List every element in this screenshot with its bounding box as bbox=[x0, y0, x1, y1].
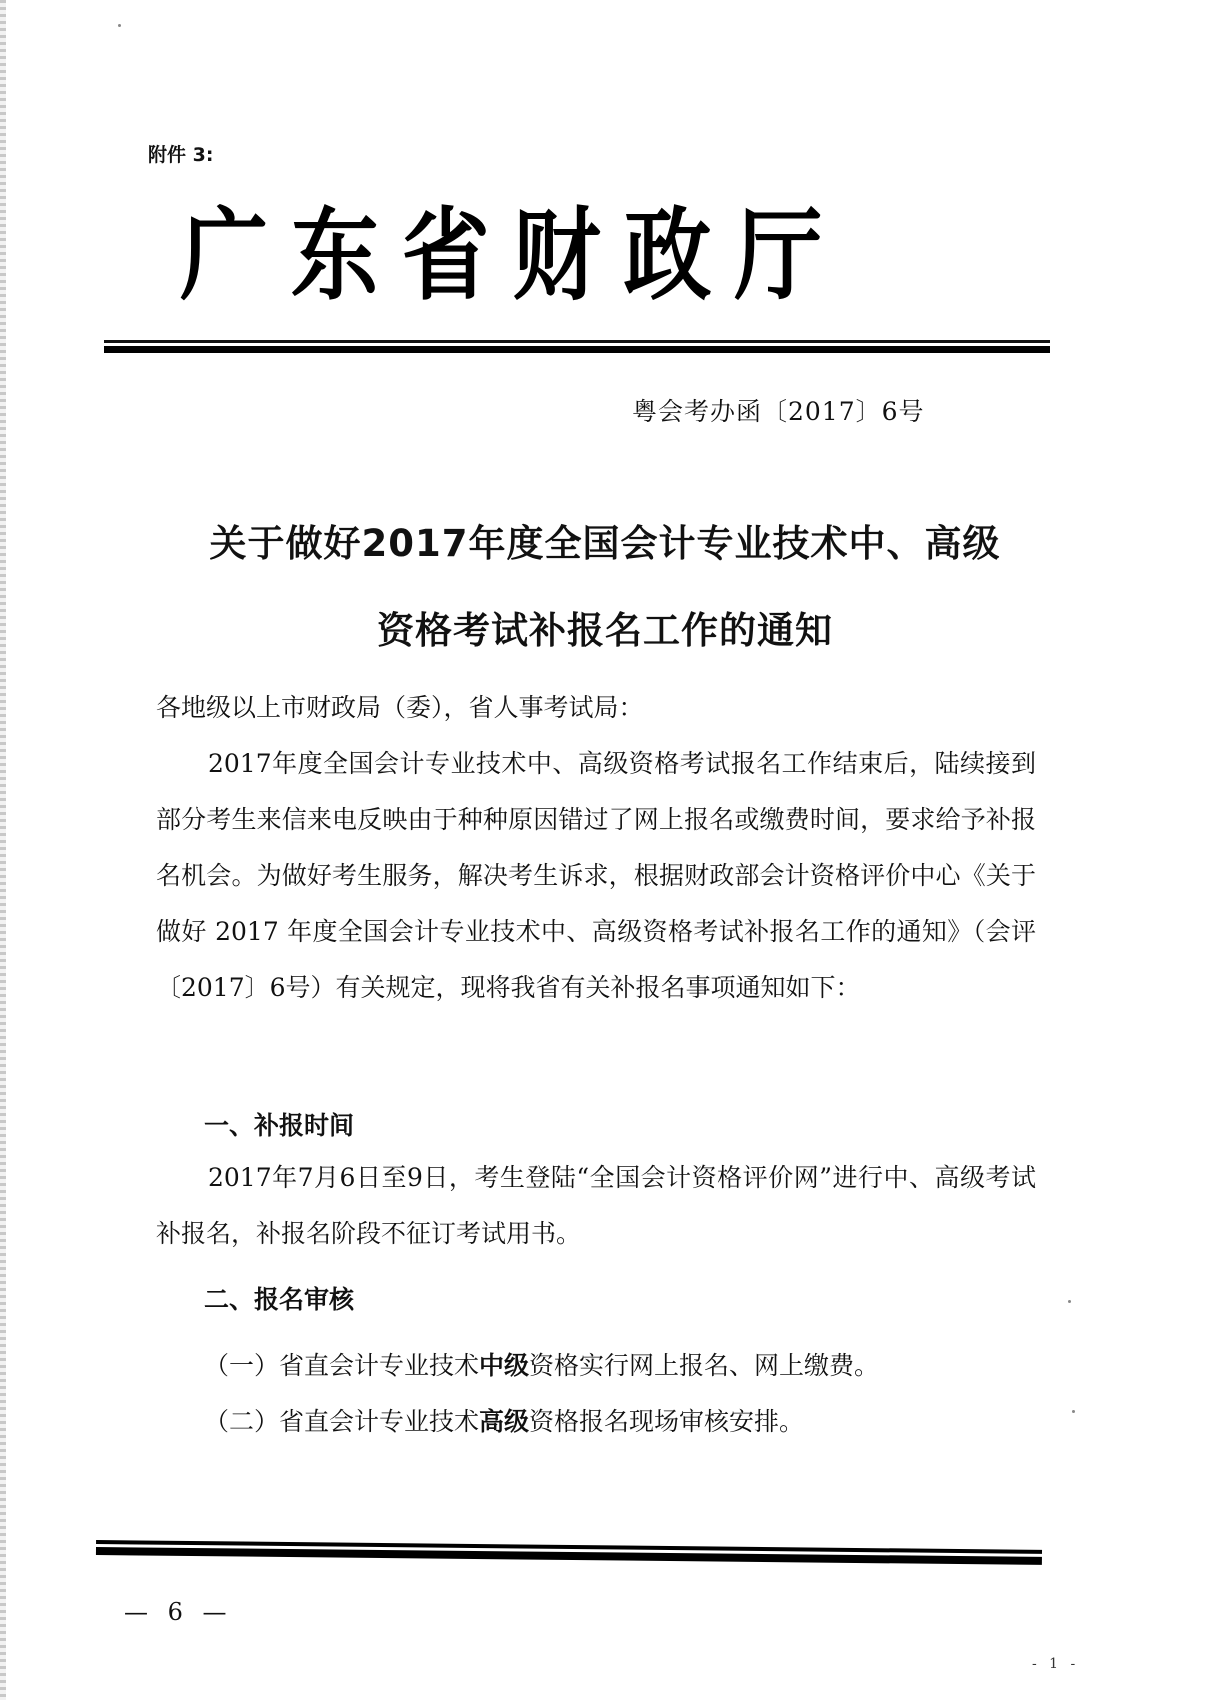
item-prefix: （二）省直会计专业技术 bbox=[204, 1407, 480, 1436]
scan-speck bbox=[1068, 1300, 1071, 1303]
addressee: 各地级以上市财政局（委），省人事考试局： bbox=[156, 693, 644, 722]
scan-edge bbox=[0, 0, 6, 1700]
section-2-item-1 bbox=[204, 1346, 879, 1382]
rule-thin-line bbox=[104, 340, 1050, 343]
section-heading-1: 一、补报时间 bbox=[204, 1111, 355, 1140]
page-number-secondary: - 1 - bbox=[1032, 1656, 1080, 1672]
page-number: — 6 — bbox=[124, 1598, 233, 1626]
footer-rule bbox=[96, 1540, 1042, 1566]
indent bbox=[156, 749, 208, 778]
section-1-text-content: 2017年7月6日至9日，考生登陆“全国会计资格评价网”进行中、高级考试补报名，补报名阶段不征订考试用书。 bbox=[156, 1163, 1036, 1248]
item-emphasis: 高级 bbox=[479, 1407, 530, 1436]
section-heading-2: 二、报名审核 bbox=[204, 1285, 355, 1314]
indent bbox=[156, 1163, 208, 1192]
section-2-item-2 bbox=[204, 1402, 804, 1438]
body-paragraph-text: 2017年度全国会计专业技术中、高级资格考试报名工作结束后，陆续接到部分考生来信来电反映由于种种原因错过了网上报名或缴费时间，要求给予补报名机会。为做好考生服务，解决考生诉求，根据财政部会计资格评价中心《关于做好 2017 年度全国会计专业技术中、高级资格考试补报名工作的通知》（会评〔2017〕6号）有关规定，现将我省有关补报名事项通知如下： bbox=[156, 749, 1036, 1002]
item-suffix: 资格报名现场审核安排。 bbox=[529, 1407, 805, 1436]
scan-speck bbox=[1072, 1410, 1075, 1413]
rule-thick-line bbox=[104, 346, 1050, 353]
attachment-label: 附件 3: bbox=[148, 144, 214, 166]
item-prefix: （一）省直会计专业技术 bbox=[204, 1351, 480, 1380]
masthead-title: 广东省财政厅 bbox=[180, 197, 846, 314]
scan-speck bbox=[118, 24, 121, 27]
item-emphasis: 中级 bbox=[479, 1351, 530, 1380]
body-paragraph bbox=[156, 736, 1036, 1016]
document-title-line-1: 关于做好2017年度全国会计专业技术中、高级 bbox=[209, 522, 1001, 565]
masthead-rule bbox=[104, 340, 1050, 354]
document-number: 粤会考办函〔2017〕6号 bbox=[632, 397, 925, 426]
document-title-line-2: 资格考试补报名工作的通知 bbox=[377, 609, 833, 652]
item-suffix: 资格实行网上报名、网上缴费。 bbox=[529, 1351, 880, 1380]
section-1-text bbox=[156, 1150, 1036, 1262]
